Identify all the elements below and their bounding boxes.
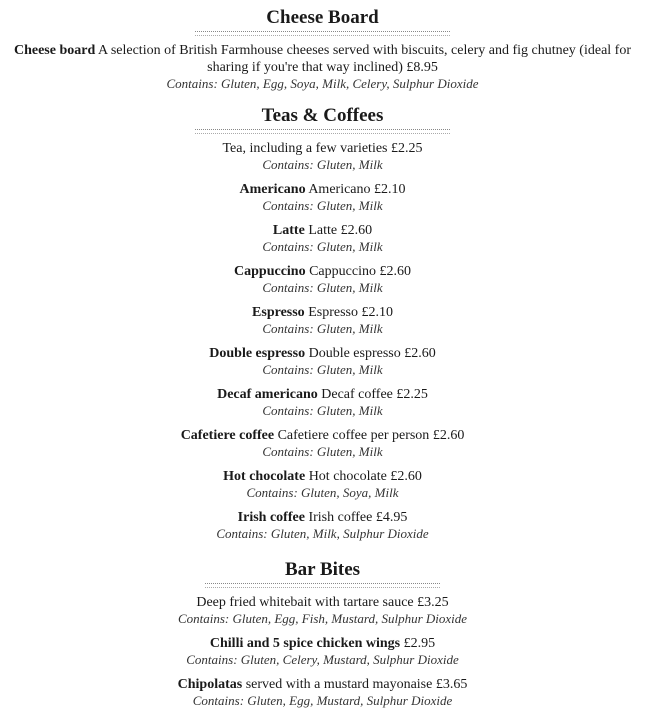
item-name: Cafetiere coffee: [180, 428, 275, 443]
item-price: £2.25: [391, 141, 423, 156]
item-allergens: Contains: Gluten, Milk: [262, 198, 383, 213]
item-allergens: Contains: Gluten, Milk: [262, 403, 383, 418]
item-name: Cappuccino: [234, 264, 306, 279]
item-price: £3.65: [435, 677, 468, 692]
item-allergens: Contains: Gluten, Soya, Milk: [246, 485, 399, 500]
item-price: £2.60: [340, 223, 373, 238]
menu-item: [0, 635, 645, 667]
item-allergens: Contains: Gluten, Milk: [262, 444, 383, 459]
menu-section: [0, 559, 645, 708]
item-price: £2.60: [379, 264, 411, 279]
item-price: £3.25: [417, 595, 449, 610]
item-allergens: Contains: Gluten, Egg, Fish, Mustard, Sulphur Dioxide: [177, 611, 468, 626]
item-name: Chilli and 5 spice chicken wings: [209, 636, 401, 651]
menu-item: [0, 140, 645, 172]
item-price: £2.60: [432, 428, 465, 443]
item-description: Latte: [308, 223, 338, 238]
section-title: Bar Bites: [284, 559, 361, 580]
item-name: Double espresso: [209, 346, 306, 361]
menu-item: [0, 594, 645, 626]
menu-item: [0, 345, 645, 377]
dotted-divider: [205, 583, 440, 588]
item-price: £2.10: [374, 182, 406, 197]
item-price: £2.60: [404, 346, 436, 361]
item-price: £8.95: [406, 60, 438, 75]
item-description: Decaf coffee: [321, 387, 393, 402]
item-description: A selection of British Farmhouse cheeses served with biscuits, celery and fig chutney (ideal for sharing if you're that way inclined): [97, 43, 632, 75]
menu-item: [0, 676, 645, 708]
item-description: Irish coffee: [308, 510, 373, 525]
item-allergens: Contains: Gluten, Egg, Mustard, Sulphur Dioxide: [192, 693, 453, 708]
menu-item: [0, 304, 645, 336]
item-allergens: Contains: Gluten, Celery, Mustard, Sulphur Dioxide: [186, 652, 459, 667]
item-price: £2.60: [390, 469, 422, 484]
dotted-divider: [195, 129, 450, 134]
item-description: Cafetiere coffee per person: [277, 428, 430, 443]
menu-item: [0, 222, 645, 254]
item-price: £2.25: [396, 387, 428, 402]
menu-item: [0, 427, 645, 459]
item-price: £4.95: [375, 510, 408, 525]
item-allergens: Contains: Gluten, Milk: [262, 280, 383, 295]
menu-item: [0, 263, 645, 295]
item-allergens: Contains: Gluten, Milk: [262, 239, 383, 254]
menu-section: [0, 105, 645, 541]
item-allergens: Contains: Gluten, Milk: [262, 321, 383, 336]
menu-section: [0, 0, 645, 91]
item-name: Americano: [239, 182, 306, 197]
item-description: served with a mustard mayonaise: [245, 677, 433, 692]
item-name: Latte: [272, 223, 305, 238]
item-name: Espresso: [252, 305, 305, 320]
item-name: Irish coffee: [237, 510, 305, 525]
section-title: Teas & Coffees: [261, 105, 384, 126]
item-name: Decaf americano: [217, 387, 318, 402]
menu-item: [0, 181, 645, 213]
item-description: Deep fried whitebait with tartare sauce: [196, 595, 414, 610]
menu-item: [0, 386, 645, 418]
item-allergens: Contains: Gluten, Milk: [262, 362, 383, 377]
item-name: Hot chocolate: [223, 469, 306, 484]
item-allergens: Contains: Gluten, Milk: [262, 157, 383, 172]
item-description: Espresso: [308, 305, 358, 320]
item-price: £2.10: [361, 305, 393, 320]
menu-item: [0, 509, 645, 541]
item-price: £2.95: [403, 636, 436, 651]
item-description: Hot chocolate: [308, 469, 387, 484]
item-description: Double espresso: [308, 346, 401, 361]
item-description: Cappuccino: [309, 264, 376, 279]
section-title: Cheese Board: [266, 7, 379, 28]
item-allergens: Contains: Gluten, Milk, Sulphur Dioxide: [216, 526, 429, 541]
item-allergens: Contains: Gluten, Egg, Soya, Milk, Celery, Sulphur Dioxide: [166, 76, 479, 91]
item-description: Americano: [308, 182, 371, 197]
item-name: Cheese board: [13, 43, 96, 58]
menu-item: [0, 468, 645, 500]
menu-item: [0, 42, 645, 91]
dotted-divider: [195, 31, 450, 36]
item-name: Chipolatas: [177, 677, 243, 692]
item-description: Tea, including a few varieties: [222, 141, 388, 156]
